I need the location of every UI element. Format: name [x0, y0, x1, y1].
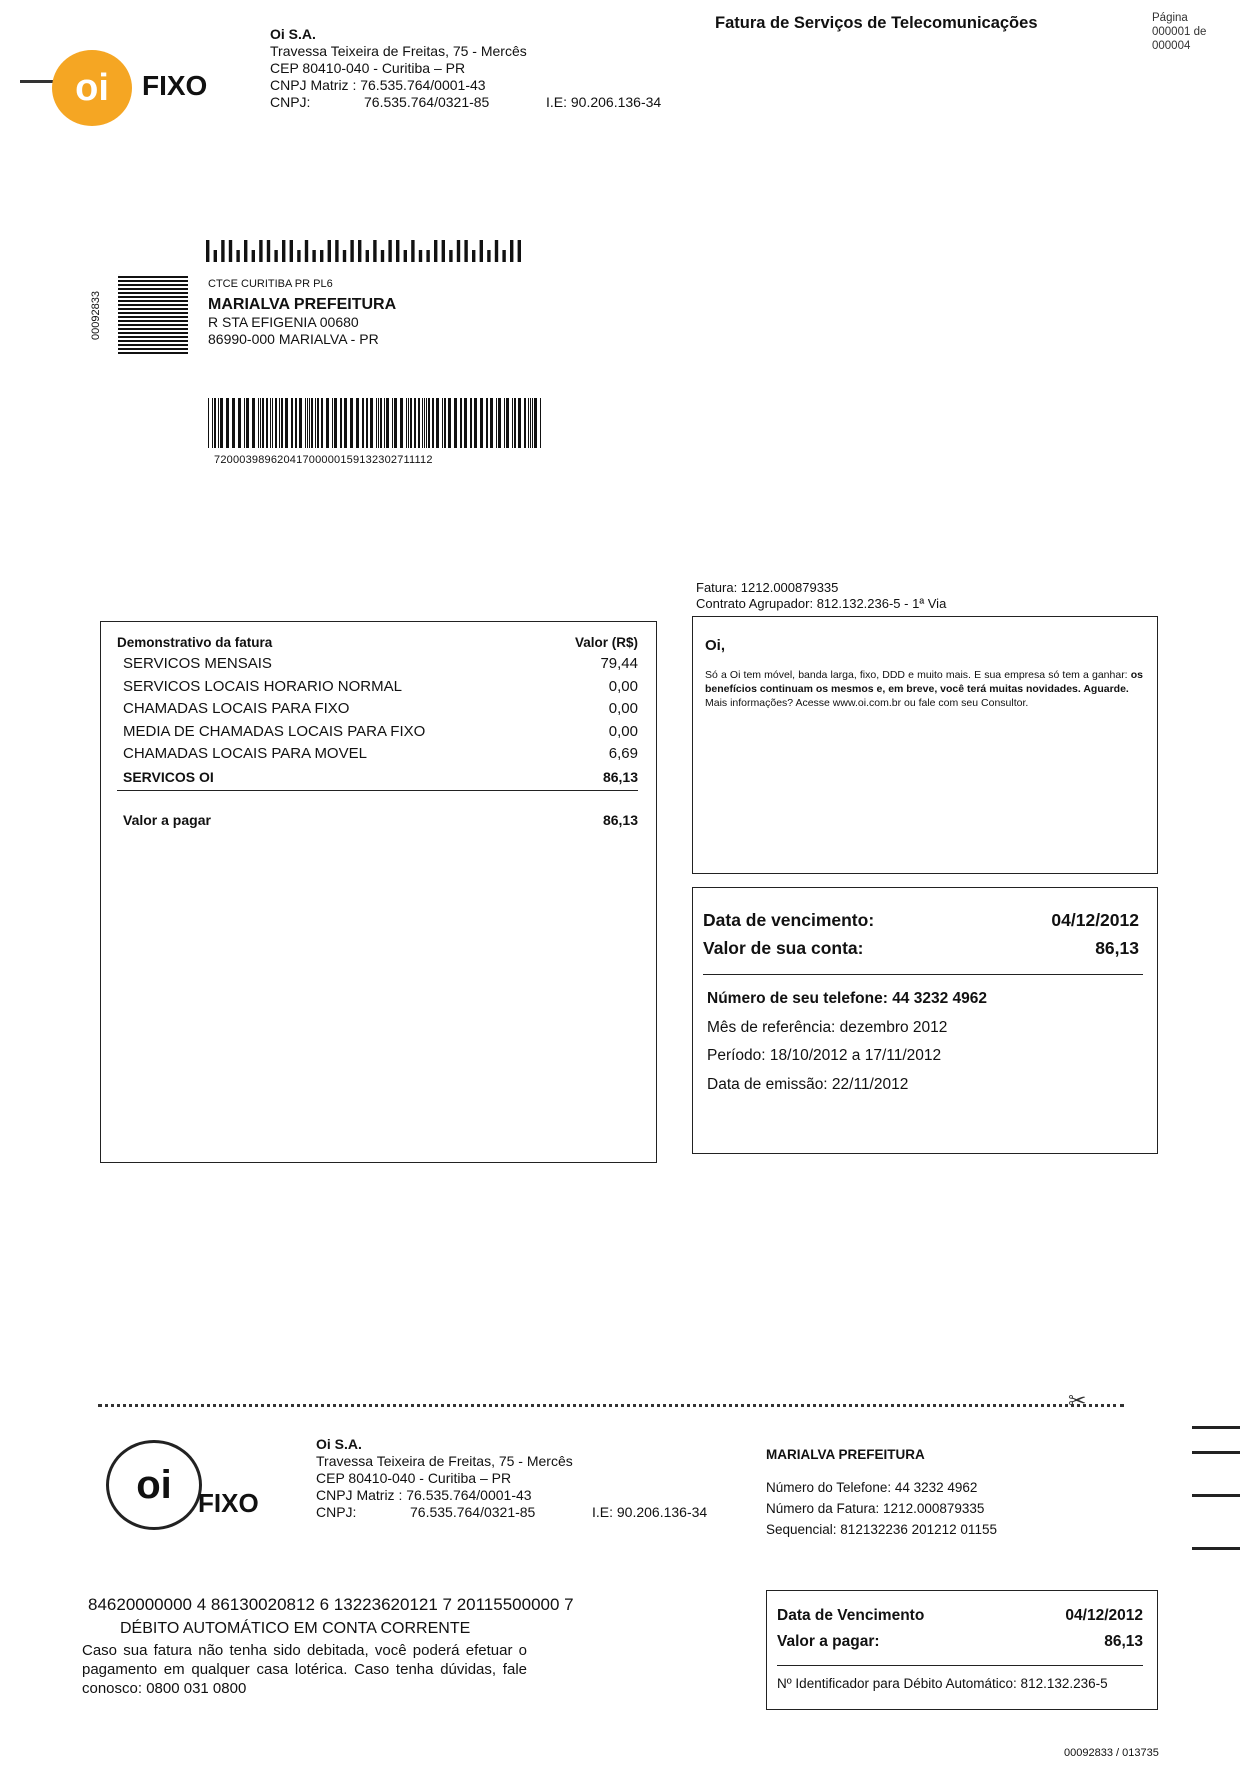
statement-items: [117, 653, 638, 788]
stub-customer-name: MARIALVA PREFEITURA: [766, 1447, 925, 1462]
message-body: Só a Oi tem móvel, banda larga, fixo, DDD e muito mais. E sua empresa só tem a ganhar: os benefícios continuam os mesmos e, em breve, você terá muitas novidades. Aguarde.: [705, 669, 1143, 695]
company-cep: CEP 80410-040 - Curitiba – PR: [270, 60, 466, 76]
invoice-reference: [696, 580, 946, 612]
statement-row: MEDIA DE CHAMADAS LOCAIS PARA FIXO 0,00: [123, 722, 638, 740]
statement-box: [100, 621, 657, 1163]
message-greeting: Oi,: [705, 637, 726, 654]
stub-company-address: Travessa Teixeira de Freitas, 75 - Mercês: [316, 1453, 573, 1469]
digitable-line: 84620000000 4 86130020812 6 13223620121 7 20115500000 7: [88, 1595, 574, 1614]
statement-row: CHAMADAS LOCAIS PARA FIXO 0,00: [123, 700, 638, 717]
company-name: Oi S.A.: [270, 26, 316, 42]
statement-total-row: Valor a pagar 86,13: [123, 812, 638, 828]
stub-company-info: [316, 1436, 716, 1521]
stub-cnpj-value: 76.535.764/0321-85: [410, 1504, 536, 1520]
phone-number-value: 44 3232 4962: [892, 990, 988, 1007]
phone-number-line: Número de seu telefone: 44 3232 4962: [707, 990, 988, 1007]
stub-logo-oi-circle: oi: [106, 1440, 202, 1530]
stub-payment-box: [766, 1590, 1158, 1710]
company-ie: I.E: 90.206.136-34: [546, 94, 662, 110]
logo-oi-circle: oi: [52, 50, 132, 126]
side-marks: [1192, 1426, 1240, 1550]
routing-code: CTCE CURITIBA PR PL6: [208, 278, 333, 290]
recipient-street: R STA EFIGENIA 00680: [208, 314, 359, 330]
stub-amount-value: 86,13: [1104, 1633, 1143, 1650]
stub-brand-logo: [100, 1436, 270, 1526]
debit-title: DÉBITO AUTOMÁTICO EM CONTA CORRENTE: [120, 1620, 471, 1637]
stub-customer-info: [766, 1444, 997, 1540]
reference-month: Mês de referência: dezembro 2012: [707, 1018, 948, 1036]
cnpj-label: CNPJ:: [270, 94, 311, 110]
mailing-address: [208, 278, 396, 348]
brand-logo: [20, 48, 210, 130]
stub-company-cnpj-matriz: CNPJ Matriz : 76.535.764/0001-43: [316, 1487, 532, 1503]
stub-identifier: Nº Identificador para Débito Automático: 812.132.236-5: [777, 1676, 1108, 1691]
brand-product: FIXO: [142, 70, 208, 101]
scissors-icon: ✂: [1068, 1388, 1087, 1413]
stub-sequence: Sequencial: 812132236 201212 01155: [766, 1522, 997, 1537]
billing-period: Período: 18/10/2012 a 17/11/2012: [707, 1047, 942, 1064]
statement-row: SERVICOS LOCAIS HORARIO NORMAL 0,00: [123, 677, 638, 695]
debit-text: Caso sua fatura não tenha sido debitada, você poderá efetuar o pagamento em qualquer casa lotérica. Caso tenha dúvidas, fale conosco: 0800 031 0800: [82, 1642, 527, 1697]
page-indicator: Página 000001 de 000004: [1152, 12, 1207, 52]
stub-invoice-number: Número da Fatura: 1212.000879335: [766, 1501, 985, 1516]
statement-row: CHAMADAS LOCAIS PARA MOVEL 6,69: [123, 745, 638, 762]
contract-number: Contrato Agrupador: 812.132.236-5 - 1ª Via: [696, 596, 947, 611]
stub-brand-product: FIXO: [198, 1488, 259, 1518]
company-cnpj-matriz: CNPJ Matriz : 76.535.764/0001-43: [270, 77, 486, 93]
document-title: Fatura de Serviços de Telecomunicações: [715, 14, 1038, 32]
footer-code: 00092833 / 013735: [1064, 1747, 1159, 1759]
stub-phone: Número do Telefone: 44 3232 4962: [766, 1480, 978, 1495]
stub-company-name: Oi S.A.: [316, 1436, 362, 1452]
company-info: [270, 26, 670, 111]
message-box: [692, 616, 1158, 874]
statement-title: Demonstrativo da fatura: [117, 635, 273, 650]
side-code: 00092833: [90, 291, 102, 340]
cut-line: [98, 1404, 1124, 1407]
stub-amount-label: Valor a pagar:: [777, 1633, 880, 1650]
amount-label: Valor de sua conta:: [703, 938, 864, 958]
recipient-name: MARIALVA PREFEITURA: [208, 296, 397, 313]
statement-row: SERVICOS MENSAIS 79,44: [123, 655, 638, 672]
company-address: Travessa Teixeira de Freitas, 75 - Mercês: [270, 43, 527, 59]
due-date-value: 04/12/2012: [1051, 910, 1139, 930]
barcode-number: 72000398962041700000159132302711112: [214, 454, 433, 466]
stub-company-cep: CEP 80410-040 - Curitiba – PR: [316, 1470, 512, 1486]
invoice-number: Fatura: 1212.000879335: [696, 580, 839, 595]
issue-date: Data de emissão: 22/11/2012: [707, 1075, 909, 1093]
stub-due-value: 04/12/2012: [1065, 1607, 1143, 1624]
postal-barcode: [206, 238, 536, 264]
cnpj-value: 76.535.764/0321-85: [364, 94, 490, 110]
summary-box: [692, 887, 1158, 1154]
message-info: Mais informações? Acesse www.oi.com.br ou fale com seu Consultor.: [705, 697, 1029, 709]
recipient-city: 86990-000 MARIALVA - PR: [208, 331, 379, 347]
main-barcode: [208, 398, 546, 448]
statement-subtotal-row: SERVICOS OI 86,13: [123, 768, 638, 785]
stub-company-ie: I.E: 90.206.136-34: [592, 1504, 708, 1520]
side-barcode: [118, 276, 188, 356]
amount-value: 86,13: [1095, 938, 1139, 958]
stub-due-label: Data de Vencimento: [777, 1607, 925, 1624]
due-date-label: Data de vencimento:: [703, 910, 875, 930]
stub-cnpj-label: CNPJ:: [316, 1504, 357, 1520]
statement-value-header: Valor (R$): [574, 635, 638, 650]
